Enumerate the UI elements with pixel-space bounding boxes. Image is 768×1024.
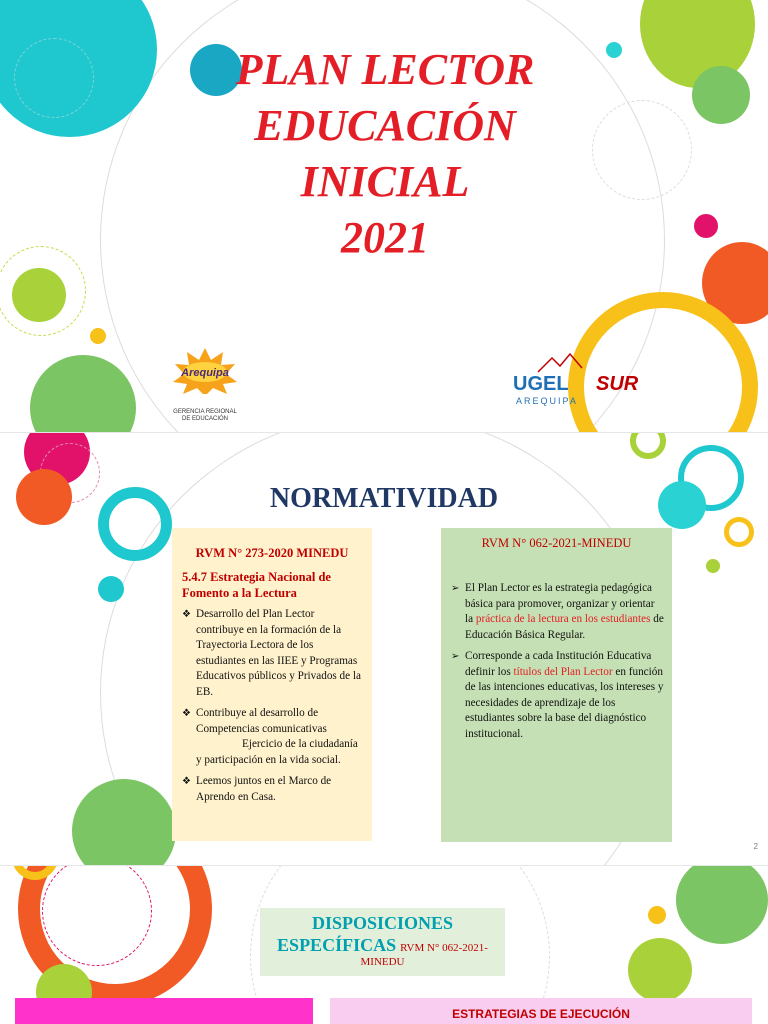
decor-dot-yellow <box>90 328 106 344</box>
slide-title <box>0 0 768 432</box>
disp-title-line: DISPOSICIONES <box>311 913 454 933</box>
slide-normatividad <box>0 433 768 865</box>
disposiciones-box <box>260 908 505 976</box>
disp-rvm: RVM N° 062-2021- <box>400 942 488 954</box>
decor-dot-magenta <box>694 214 718 238</box>
strategies-bar <box>330 998 752 1024</box>
list-item <box>180 774 364 805</box>
page-number: 2 <box>753 842 758 851</box>
logo-caption-line: DE EDUCACIÓN <box>181 416 228 422</box>
strategies-label: ESTRATEGIAS DE EJECUCIÓN <box>452 1007 630 1021</box>
arrow-bullet-icon: ➢ <box>451 583 460 594</box>
disp-rvm: MINEDU <box>360 956 405 968</box>
logo-caption-line: GERENCIA REGIONAL <box>173 409 237 415</box>
bullet-list <box>449 581 664 742</box>
highlight-text: práctica de la lectura en los estudiantes <box>475 613 651 625</box>
list-item-text: Corresponde a cada Institución Educativa definir los <box>465 650 652 678</box>
city-text: AREQUIPA <box>516 396 578 406</box>
decor-ring-lime <box>630 433 666 459</box>
main-title <box>150 42 620 266</box>
ugel-text: UGEL <box>513 373 569 395</box>
slide-disposiciones <box>0 866 768 1024</box>
logo-caption <box>165 409 245 423</box>
list-item <box>180 607 364 700</box>
decor-circle-lime <box>628 938 692 1002</box>
bullet-list <box>180 607 364 805</box>
decor-circle-green <box>692 66 750 124</box>
list-item-text: Desarrollo del Plan Lector contribuye en la formación de la Trayectoria Lectora de los estudiantes en las IIEE y Programas Educativos públicos y Privados de la EB. <box>196 608 361 698</box>
highlight-text: títulos del Plan Lector <box>513 665 613 678</box>
sur-text: SUR <box>596 373 638 395</box>
list-item <box>449 649 664 742</box>
mountain-logo-icon <box>508 350 638 410</box>
rvm-273-box <box>172 528 372 841</box>
arrow-bullet-icon: ➢ <box>451 651 460 662</box>
box-header: RVM N° 273-2020 MINEDU <box>195 546 349 560</box>
list-item-text: El Plan Lector es la estrategia pedagógica básica para promover, organizar y orientar la <box>465 582 655 625</box>
rvm-062-box <box>441 528 672 842</box>
box-header: RVM N° 062-2021-MINEDU <box>481 536 632 550</box>
list-item-text: Contribuye al desarrollo de Competencias comunicativas <box>196 707 327 735</box>
decor-circle-green <box>30 355 136 432</box>
decor-circle-green <box>676 866 768 944</box>
section-heading: NORMATIVIDAD <box>269 483 499 514</box>
box-subheader: 5.4.7 Estrategia Nacional de Fomento a la Lectura <box>182 570 331 600</box>
list-item-text: en función de las intenciones educativas, los intereses y necesidades de aprendizaje de los estudiantes sobre la base del diagnóstico institucional. <box>465 665 664 740</box>
list-item <box>180 706 364 768</box>
diamond-bullet-icon: ❖ <box>182 708 191 719</box>
logo-gerencia-regional <box>165 346 245 424</box>
decor-circle-lime <box>12 268 66 322</box>
sun-logo-icon <box>165 346 245 394</box>
logo-word: Arequipa <box>181 367 229 379</box>
decor-dot-lime <box>706 559 720 573</box>
list-item-text: Leemos juntos en el Marco de Aprendo en Casa. <box>196 775 332 803</box>
logo-ugel-sur <box>508 350 638 410</box>
list-item-text: Ejercicio de la ciudadanía y participación en la vida social. <box>196 738 358 766</box>
title-line: INICIAL <box>300 157 470 206</box>
title-line: 2021 <box>341 213 429 262</box>
pink-bar <box>15 998 313 1024</box>
decor-dashed-circle <box>14 38 94 118</box>
title-line: PLAN LECTOR <box>235 45 535 94</box>
list-item <box>449 581 664 643</box>
decor-dot-cyan <box>98 576 124 602</box>
decor-ring-yellow <box>724 517 754 547</box>
diamond-bullet-icon: ❖ <box>182 609 191 620</box>
title-line: EDUCACIÓN <box>254 101 516 150</box>
disp-title-line: ESPECÍFICAS <box>277 935 397 955</box>
list-item-text: de Educación Básica Regular. <box>465 613 664 641</box>
decor-dot-yellow <box>648 906 666 924</box>
diamond-bullet-icon: ❖ <box>182 776 191 787</box>
